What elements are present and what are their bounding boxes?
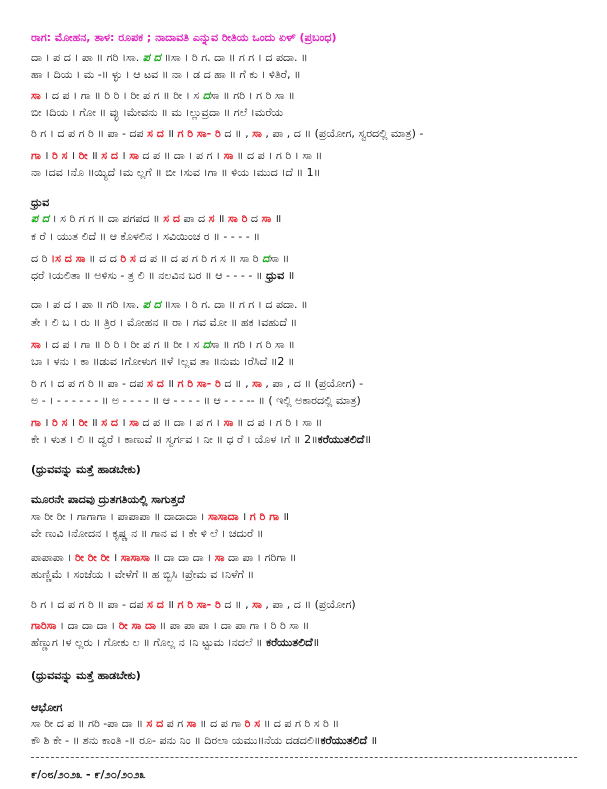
highlight-red: ಸಾಸಾದಾ <box>208 510 239 523</box>
notation-line <box>31 211 281 226</box>
highlight-red: ರೀ <box>78 416 88 429</box>
text-segment: ದಾ । ಪ ದ । ಪಾ ॥ ಗರಿ ।ಸಾ. <box>31 51 143 64</box>
text-segment: ॥ <box>271 212 282 225</box>
highlight-red: ಸಾ <box>261 212 272 225</box>
text-segment: ಪಾಪಾಪಾ । <box>31 551 75 564</box>
text-segment: ॥ <box>163 127 178 140</box>
text-segment: ಸಾ ರೀ ದ ಪ ॥ ಗರಿ -ಪಾ ದಾ ॥ <box>31 717 147 730</box>
notation-line <box>31 315 297 330</box>
highlight-red: ಗ ರಿ ಸಾ- ರಿ <box>177 377 221 390</box>
highlight-red: ಗ ರಿ ಸಾ- ರಿ <box>177 127 221 140</box>
text-segment: । ದ ಪ । ಗಾ ॥ ರಿ ರಿ । ರೀ ಪ ಗ ॥ ರೀ । ಸ <box>40 338 203 351</box>
highlight-red: ಸಾ <box>223 416 234 429</box>
text-segment: ಅ - । - - - - - - ॥ ಅ - - - - ॥ ಆ - - - - ॥ ಆ - - - -- ॥ ( ಇಲ್ಲಿ ಅಕಾರದಲ್ಲಿ ಮಾತ್ರ) <box>31 394 361 407</box>
text-segment: (ಧ್ರುವವನ್ನು ಮತ್ತೆ ಹಾಡಬೇಕು) <box>31 463 141 476</box>
text-segment: (ಧ್ರುವವನ್ನು ಮತ್ತೆ ಹಾಡಬೇಕು) <box>31 669 141 682</box>
notation-line <box>31 165 320 180</box>
highlight-red: ಸಾ <box>129 149 139 162</box>
notation-line <box>31 354 295 369</box>
highlight-green: ಪ ದ <box>31 212 49 225</box>
document-title: ರಾಗ: ಮೋಹನ, ತಾಳ: ರೂಪಕ ; ನಾದಾವತಿ ಎನ್ನುವ ರೀತಿಯ ಒಂದು ಏಳ್ (ಪ್ರಬಂಧ) <box>31 31 337 44</box>
section-heading <box>31 195 49 210</box>
highlight-bold: ಧ್ರುವ <box>266 269 285 282</box>
highlight-red: ಸಾಸಾಸಾ <box>120 551 150 564</box>
highlight-bold: ಕರೆಯುತಲಿದೆ <box>266 636 313 649</box>
text-segment: ॥ <box>284 269 295 282</box>
text-segment: ॥ <box>163 598 178 611</box>
notation-line <box>31 733 377 748</box>
text-segment: ॥ <box>214 212 229 225</box>
text-segment: ॥ <box>87 416 102 429</box>
highlight-green: ಪ ದ <box>142 298 161 311</box>
notation-line <box>31 432 371 447</box>
highlight-red: ಸಾ <box>31 89 41 102</box>
text-segment: ॥ ದ ಪ । ಗ ರಿ । ಸಾ ॥ <box>233 149 323 162</box>
text-segment: ವೇ ಣುವಿ ।ನೋದನ । ಕೃಷ್ಣ ನ ॥ ಗಾನ ವ । ಕೇ ಳಿ ಲೆ । ಚದುರೆ ॥ <box>31 527 264 540</box>
notation-line <box>31 105 283 120</box>
text-segment: ॥ ದಾ ದಾ ದಾ । <box>149 551 215 564</box>
text-segment: । <box>118 416 130 429</box>
text-segment: ॥ <box>87 149 102 162</box>
notation-line <box>31 550 296 565</box>
text-segment: ದ ಪ ॥ ದಾ । ಪ ಗ । <box>138 149 224 162</box>
text-segment: ಕೇ । ಳುತ । ಲಿ ॥ ದ್ವರೆ । ಕಾಣುವೆ ॥ ಸ್ವರ್ಗವ । ನೀ ॥ ಧ ರೆ । ಯೊಳ ।ಗೆ ॥ 2॥ <box>31 433 318 446</box>
text-segment: ದ ಪ ॥ ದ ಪ ಗ ರಿ ಗ ಸ ॥ ಸಾ ರಿ <box>135 252 263 265</box>
notation-line <box>31 148 322 163</box>
text-segment: ದ ॥ , <box>220 598 253 611</box>
highlight-red: ಸ ದ <box>146 717 164 730</box>
section-heading <box>31 492 185 507</box>
divider-line <box>31 757 577 758</box>
text-segment: ಧ್ರುವ <box>31 196 50 209</box>
highlight-red: ರಿ ಸ <box>244 717 261 730</box>
text-segment: । <box>67 149 79 162</box>
highlight-red: ಗಾರಿಸಾ <box>31 619 57 632</box>
text-segment: । <box>109 551 121 564</box>
highlight-green: ದ <box>202 338 210 351</box>
notation-line <box>31 50 308 65</box>
highlight-red: ಸಾ <box>252 127 262 140</box>
text-segment: ॥ ಪಾ ಪಾ ಪಾ । ದಾ ಪಾ ಗಾ । ರಿ ರಿ ಸಾ ॥ <box>156 619 310 632</box>
text-segment: ಹಾ । ದಿಯ । ಮ -॥ ಳ್ಳು । ಆ ಟವ ॥ ನಾ । ಡ ದ ಹಾ ॥ ಗೆ ಕು । ಳಿತಿರೆ, ॥ <box>31 68 301 81</box>
highlight-red: ಗಾ <box>31 416 41 429</box>
text-segment: ರಿ ಗ । ದ ಪ ಗ ರಿ ॥ ಪಾ - ದಪ <box>31 127 148 140</box>
highlight-red: ಸಾ <box>252 377 262 390</box>
text-segment: ॥ <box>367 734 378 747</box>
text-segment: ಪ ಗ <box>163 717 187 730</box>
text-segment: ಮೂರನೇ ಪಾದವು ದ್ರುತಗತಿಯಲ್ಲಿ ಸಾಗುತ್ತದೆ <box>31 493 185 506</box>
highlight-red: ಸಾ <box>129 416 139 429</box>
text-segment: । ಸ ರಿ ಗ ಗ ॥ ದಾ ಪಗಪದ ॥ <box>49 212 164 225</box>
highlight-red: ಸಾ <box>31 338 41 351</box>
notation-line <box>31 297 308 312</box>
highlight-red: ರಿ ಸ <box>120 252 136 265</box>
highlight-red: ಸಾ <box>214 551 225 564</box>
text-segment: ಪಾ ದ <box>180 212 209 225</box>
highlight-red: ।ಸ ದ ಸಾ <box>50 252 86 265</box>
text-segment: । <box>67 416 79 429</box>
text-segment: ದ ॥ , <box>220 377 253 390</box>
text-segment: ತೇ । ಲಿ ಬ । ರು ॥ ತ್ರಿರ । ಮೋಹನ ॥ ರಾ । ಗವ ಮೋ ॥ ಹಕ ।ವಹುದೆ ॥ <box>31 316 298 329</box>
text-segment: ಕೌ ಶಿ ಕೇ - ॥ ಶನು ಕಾಂತಿ -॥ ರೂ- ಪನು ನಿಂ ॥ ದಿರಲಾ ಯಮು॥ನೆಯ ದಡದಲಿ॥ <box>31 734 321 747</box>
text-segment: ಸಾ ॥ <box>269 252 290 265</box>
text-segment: ॥ <box>163 377 178 390</box>
text-segment: ದ <box>247 212 262 225</box>
highlight-red: ಸ ದ <box>147 377 164 390</box>
text-segment: ದ ॥ , <box>220 127 253 140</box>
notation-line <box>31 268 294 283</box>
highlight-red: ರಿ ಸ <box>52 149 68 162</box>
text-segment: ದಾ ಪಾ । ಗರಿಗಾ ॥ <box>224 551 297 564</box>
text-segment: । <box>40 149 53 162</box>
text-segment: ॥ ದ ಪ ಗಾ <box>196 717 245 730</box>
text-segment: ॥ <box>279 510 290 523</box>
text-segment: ॥ಸಾ । ರಿ ಗ. ದಾ ॥ ಗ ಗ । ದ ಪದಾ. ॥ <box>160 298 308 311</box>
text-segment: , ಪಾ , ದ ॥ (ಪ್ರಯೋಗ, ಸ್ವರದಲ್ಲಿ ಮಾತ್ರ) - <box>261 127 424 140</box>
text-segment: । ದಾ ದಾ ದಾ । <box>56 619 119 632</box>
notation-line <box>31 716 339 731</box>
text-segment: ಕ ರೆ । ಯುತ ಲಿದೆ ॥ ಆ ಕೊಳಲಿನ । ಸವಿಯಿಂಚ ರ ॥ - - - - ॥ <box>31 230 260 243</box>
notation-line <box>31 88 295 103</box>
highlight-red: ಸ ದ <box>101 149 119 162</box>
highlight-red: ರೀ <box>78 149 88 162</box>
notation-line <box>31 393 361 408</box>
highlight-red: ರೀ ಸಾ ದಾ <box>118 619 157 632</box>
text-segment: ॥ಸಾ । ರಿ ಗ. ದಾ ॥ ಗ ಗ । ದ ಪದಾ. ॥ <box>160 51 308 64</box>
notation-line <box>31 635 319 650</box>
highlight-bold: ಕರೆಯುತಲಿದೆ <box>320 734 368 747</box>
text-segment: ಆಭೋಗ <box>31 701 63 714</box>
text-segment: , ಪಾ , ದ ॥ (ಪ್ರಯೋಗ) - <box>261 377 364 390</box>
text-segment: ಸಾ ॥ ಗರಿ । ಗ ರಿ ಸಾ ॥ <box>209 338 295 351</box>
text-segment: । <box>118 149 130 162</box>
text-segment: ಹೆಣ್ಣುಗ ।ಳ ಲ್ಲರು । ಗೋಕು ಲ ॥ ಗೊಲ್ಲ ನ ।ನಿ ಟ್ಟುಮ ।ನದಲೆ ॥ <box>31 636 267 649</box>
highlight-red: ಗ ರಿ ಗಾ <box>249 510 280 523</box>
text-segment: ಧರೆ ।ಯಲಿತಾ ॥ ಅಳಿಸು - ತ್ರ ಲಿ ॥ ನಲವಿನ ಬರ ॥ ಆ - - - - ॥ <box>31 269 267 282</box>
notation-line <box>31 376 363 391</box>
highlight-red: ಗ ರಿ ಸಾ- ರಿ <box>177 598 221 611</box>
section-heading <box>31 668 141 683</box>
text-segment: ನಾ ।ದವ ।ನೊ ॥ಯ್ಯಿದೆ ।ಮ ಲ್ಲಗೆ ॥ ಬೀ ।ಸುವ ।ಗಾ ॥ ಳಿಯ ।ಮುದ ।ದೆ ॥ 1॥ <box>31 166 321 179</box>
text-segment: ಹುಣ್ಣಿಮೆ । ಸಂಜೆಯ । ವೇಳೆಗೆ ॥ ಹ ಬ್ಬಿಸಿ ।ಪ್ರೇಮ ವ ।ನಿಳೆಗೆ ॥ <box>31 568 255 581</box>
highlight-red: ರೀ ರೀ ರೀ <box>74 551 110 564</box>
text-segment: ॥ ದ ಪ । ಗ ರಿ । ಸಾ ॥ <box>233 416 323 429</box>
notation-line <box>31 251 289 266</box>
text-segment: , ಪಾ , ದ ॥ (ಪ್ರಯೋಗ) <box>261 598 356 611</box>
text-segment: ದಾ । ಪ ದ । ಪಾ ॥ ಗರಿ ।ಸಾ. <box>31 298 143 311</box>
notation-line <box>31 618 309 633</box>
highlight-green: ಪ ದ <box>142 51 161 64</box>
text-segment: ರಿ ಗ । ದ ಪ ಗ ರಿ ॥ ಪಾ - ದಪ <box>31 377 148 390</box>
section-heading <box>31 767 146 782</box>
notation-line <box>31 337 295 352</box>
text-segment: ॥ ದ ಪ ಗ ರಿ ಸ ರಿ ॥ <box>260 717 340 730</box>
text-segment: ಬಾ । ಳನು । ಕಾ ॥ಡುವ ।ಗೋಳುಗ ॥ಳೆ ।ಲ್ಲವ ತಾ ॥ನುಮ ।ರೆಸಿದೆ ॥2 ॥ <box>31 355 295 368</box>
highlight-red: ರಿ ಸ <box>52 416 68 429</box>
text-segment: ॥ ದ ದ <box>85 252 121 265</box>
notation-line <box>31 67 301 82</box>
highlight-bold: ಕರೆಯುತಲಿದೆ <box>317 433 365 446</box>
highlight-green: ದ <box>262 252 270 265</box>
text-segment: ॥ <box>312 636 320 649</box>
notation-line <box>31 526 264 541</box>
notation-line <box>31 229 260 244</box>
notation-line <box>31 597 356 612</box>
text-segment: ॥ <box>364 433 371 446</box>
text-segment: ದ ರಿ <box>31 252 51 265</box>
text-segment: । <box>40 416 53 429</box>
text-segment: ದ ಪ ॥ ದಾ । ಪ ಗ । <box>138 416 224 429</box>
highlight-red: ಸಾ ರಿ <box>228 212 248 225</box>
highlight-red: ಸಾ <box>252 598 262 611</box>
text-segment: ಸಾ ರೀ ರೀ । ಗಾಗಾಗಾ । ಪಾಪಾಪಾ ॥ ದಾದಾದಾ । <box>31 510 209 523</box>
highlight-red: ಸಾ <box>186 717 197 730</box>
text-segment: ರಿ ಗ । ದ ಪ ಗ ರಿ ॥ ಪಾ - ದಪ <box>31 598 148 611</box>
notation-line <box>31 567 254 582</box>
highlight-red: ಸ ದ <box>163 212 181 225</box>
text-segment: ಸಾ ॥ ಗರಿ । ಗ ರಿ ಸಾ ॥ <box>209 89 295 102</box>
section-heading <box>31 700 62 715</box>
notation-line <box>31 126 423 141</box>
highlight-red: ಸ ದ <box>147 598 164 611</box>
highlight-red: ಗಾ <box>31 149 41 162</box>
section-heading <box>31 462 141 477</box>
highlight-red: ಸಾ <box>223 149 234 162</box>
text-segment: । <box>238 510 250 523</box>
highlight-red: ಸ ದ <box>101 416 119 429</box>
notation-line <box>31 509 289 524</box>
text-segment: ಬೀ ।ದಿಯ । ಗೋ ॥ ವ್ಳು ।ಮೇವನು ॥ ಮ ।ಲ್ಲುವ್ರದಾ ॥ ಗಲೆ ।ಮರೆಯ <box>31 106 284 119</box>
highlight-green: ದ <box>202 89 210 102</box>
highlight-red: ಸ ದ <box>147 127 164 140</box>
notation-line <box>31 415 322 430</box>
text-segment: । ದ ಪ । ಗಾ ॥ ರಿ ರಿ । ರೀ ಪ ಗ ॥ ರೀ । ಸ <box>40 89 203 102</box>
text-segment: ೯/೦೮/೨೦೨೩ - ೯/೨೦/೨೦೨೩ <box>31 768 146 781</box>
highlight-red: ಸ <box>208 212 215 225</box>
